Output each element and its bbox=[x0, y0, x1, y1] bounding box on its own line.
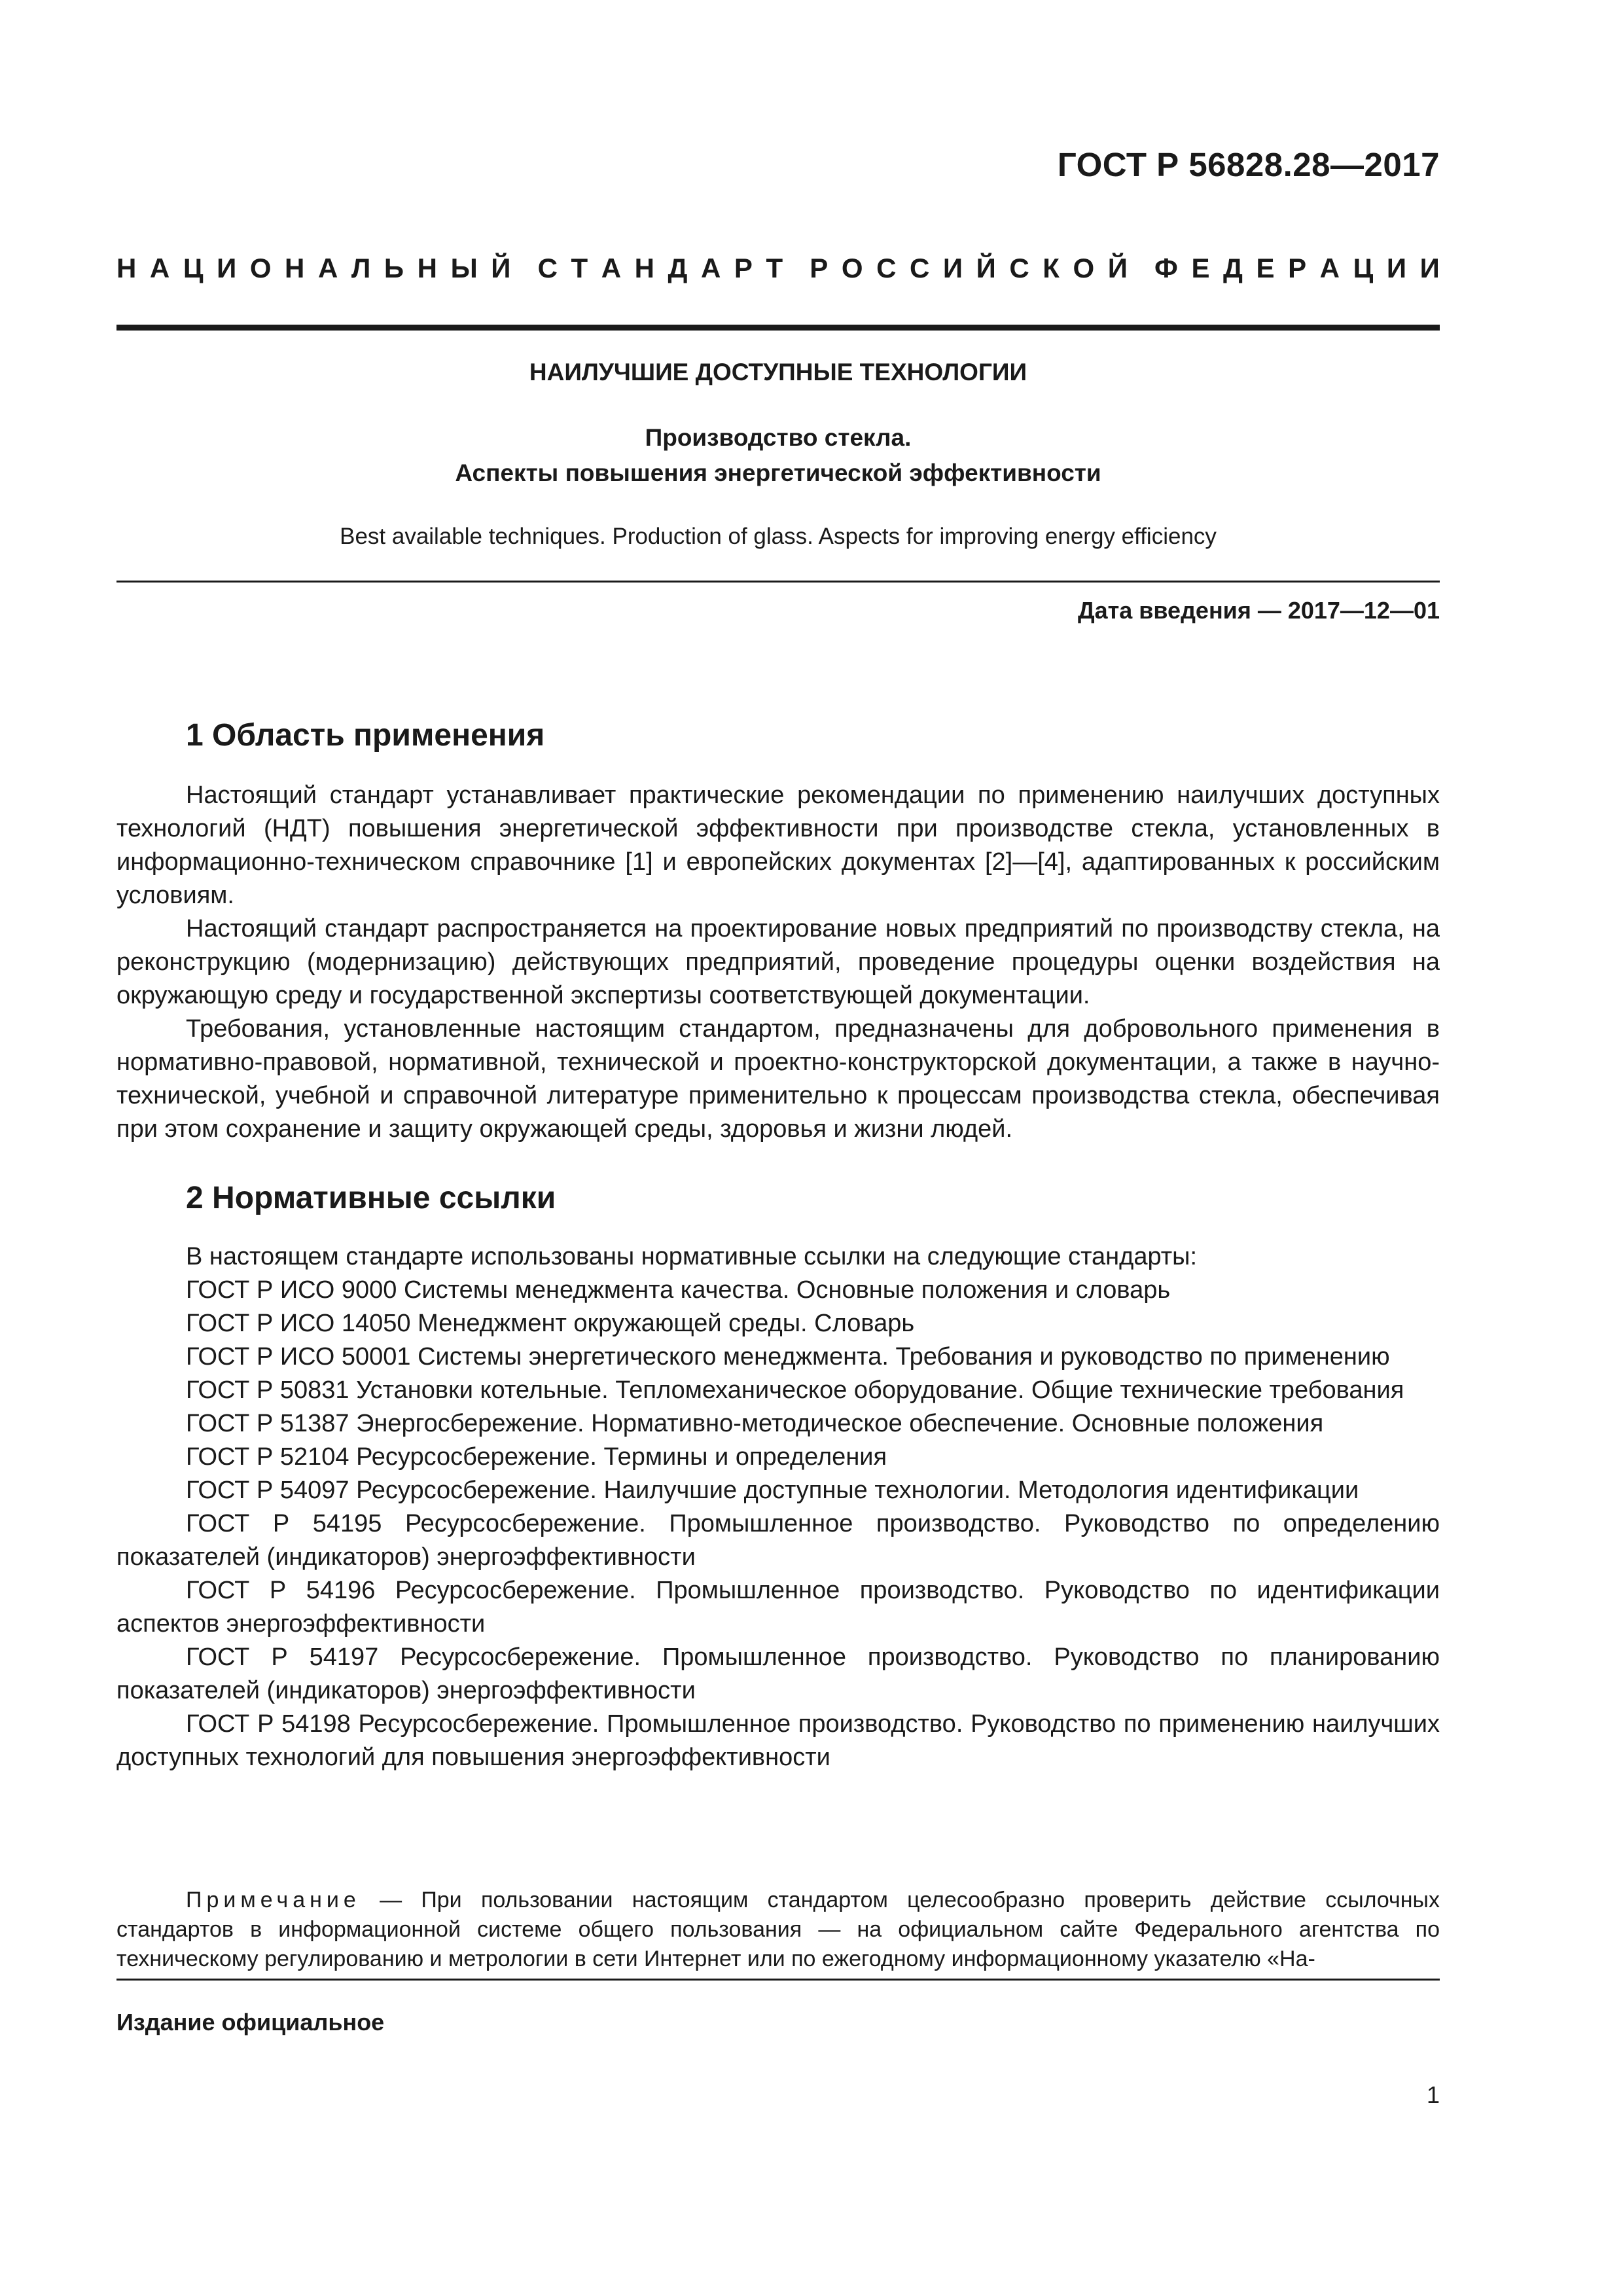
section-2-heading: 2 Нормативные ссылки bbox=[186, 1181, 556, 1215]
section-1-paragraph: Настоящий стандарт распространяется на проектирование новых предприятий по производству стекла, на реконструкцию (модернизацию) действующих предприятий, проведение процедуры оценки воздействия на окружающую среду и государственной экспертизы соответствующей документации. bbox=[116, 915, 1440, 1009]
english-title: Best available techniques. Production of glass. Aspects for improving energy efficiency bbox=[340, 524, 1217, 549]
reference-item: ГОСТ Р 52104 Ресурсосбережение. Термины и определения bbox=[186, 1443, 887, 1471]
standard-number: ГОСТ Р 56828.28—2017 bbox=[1057, 146, 1440, 183]
reference-item: ГОСТ Р 51387 Энергосбережение. Нормативно-методическое обеспечение. Основные положения bbox=[186, 1410, 1324, 1437]
references-intro: В настоящем стандарте использованы нормативные ссылки на следующие стандарты: bbox=[186, 1243, 1198, 1270]
reference-item: ГОСТ Р ИСО 50001 Системы энергетического менеджмента. Требования и руководство по применению bbox=[186, 1343, 1390, 1371]
page-number: 1 bbox=[1426, 2081, 1440, 2108]
section-1-body bbox=[116, 779, 1440, 1146]
note-label: Примечание bbox=[186, 1888, 361, 1912]
reference-item: ГОСТ Р 54197 Ресурсосбережение. Промышленное производство. Руководство по планированию показателей (индикаторов) энергоэффективности bbox=[116, 1643, 1440, 1704]
reference-item: ГОСТ Р 50831 Установки котельные. Тепломеханическое оборудование. Общие технические требования bbox=[186, 1376, 1404, 1404]
document-subtitle-line-2: Аспекты повышения энергетической эффективности bbox=[455, 459, 1101, 486]
reference-item: ГОСТ Р 54097 Ресурсосбережение. Наилучшие доступные технологии. Методология идентификации bbox=[186, 1477, 1359, 1504]
document-subtitle-line-1: Производство стекла. bbox=[645, 424, 912, 451]
note-text: — При пользовании настоящим стандартом целесообразно проверить действие ссылочных стандартов в информационной системе общего пользования — на официальном сайте Федерального агентства по техническому регулированию и метрологии в сети Интернет или по ежегодному информационному указателю «На- bbox=[116, 1888, 1440, 1971]
official-edition-label: Издание официальное bbox=[116, 2009, 385, 2036]
reference-item: ГОСТ Р 54198 Ресурсосбережение. Промышленное производство. Руководство по применению наилучших доступных технологий для повышения энергоэффективности bbox=[116, 1710, 1440, 1771]
footer-divider bbox=[116, 1979, 1440, 1981]
reference-item: ГОСТ Р ИСО 14050 Менеджмент окружающей среды. Словарь bbox=[186, 1310, 915, 1337]
title-divider bbox=[116, 581, 1440, 583]
reference-item: ГОСТ Р ИСО 9000 Системы менеджмента качества. Основные положения и словарь bbox=[186, 1276, 1171, 1304]
introduction-date: Дата введения — 2017—12—01 bbox=[1077, 597, 1440, 624]
section-1-paragraph: Требования, установленные настоящим стандартом, предназначены для добровольного применения в нормативно-правовой, нормативной, технической и проектно-конструкторской документации, а также в научно-технической, учебной и справочной литературе применительно к процессам производства стекла, обеспечивая при этом сохранение и защиту окружающей среды, здоровья и жизни людей. bbox=[116, 1015, 1440, 1143]
section-1-paragraph: Настоящий стандарт устанавливает практические рекомендации по применению наилучших доступных технологий (НДТ) повышения энергетической эффективности при производстве стекла, установленных в информационно-техническом справочнике [1] и европейских документах [2]—[4], адаптированных к российским условиям. bbox=[116, 781, 1440, 909]
references-note bbox=[116, 1886, 1440, 1974]
reference-item: ГОСТ Р 54195 Ресурсосбережение. Промышленное производство. Руководство по определению показателей (индикаторов) энергоэффективности bbox=[116, 1510, 1440, 1571]
header-divider-thick bbox=[116, 325, 1440, 331]
reference-item: ГОСТ Р 54196 Ресурсосбережение. Промышленное производство. Руководство по идентификации аспектов энергоэффективности bbox=[116, 1577, 1440, 1638]
national-standard-title: Н А Ц И О Н А Л Ь Н Ы Й С Т А Н Д А Р Т Р О С С И Й С К О Й Ф Е Д Е Р А Ц И И bbox=[116, 253, 1440, 283]
section-1-heading: 1 Область применения bbox=[186, 718, 545, 753]
normative-references-list bbox=[116, 1240, 1440, 1774]
document-main-title: НАИЛУЧШИЕ ДОСТУПНЫЕ ТЕХНОЛОГИИ bbox=[529, 359, 1027, 386]
